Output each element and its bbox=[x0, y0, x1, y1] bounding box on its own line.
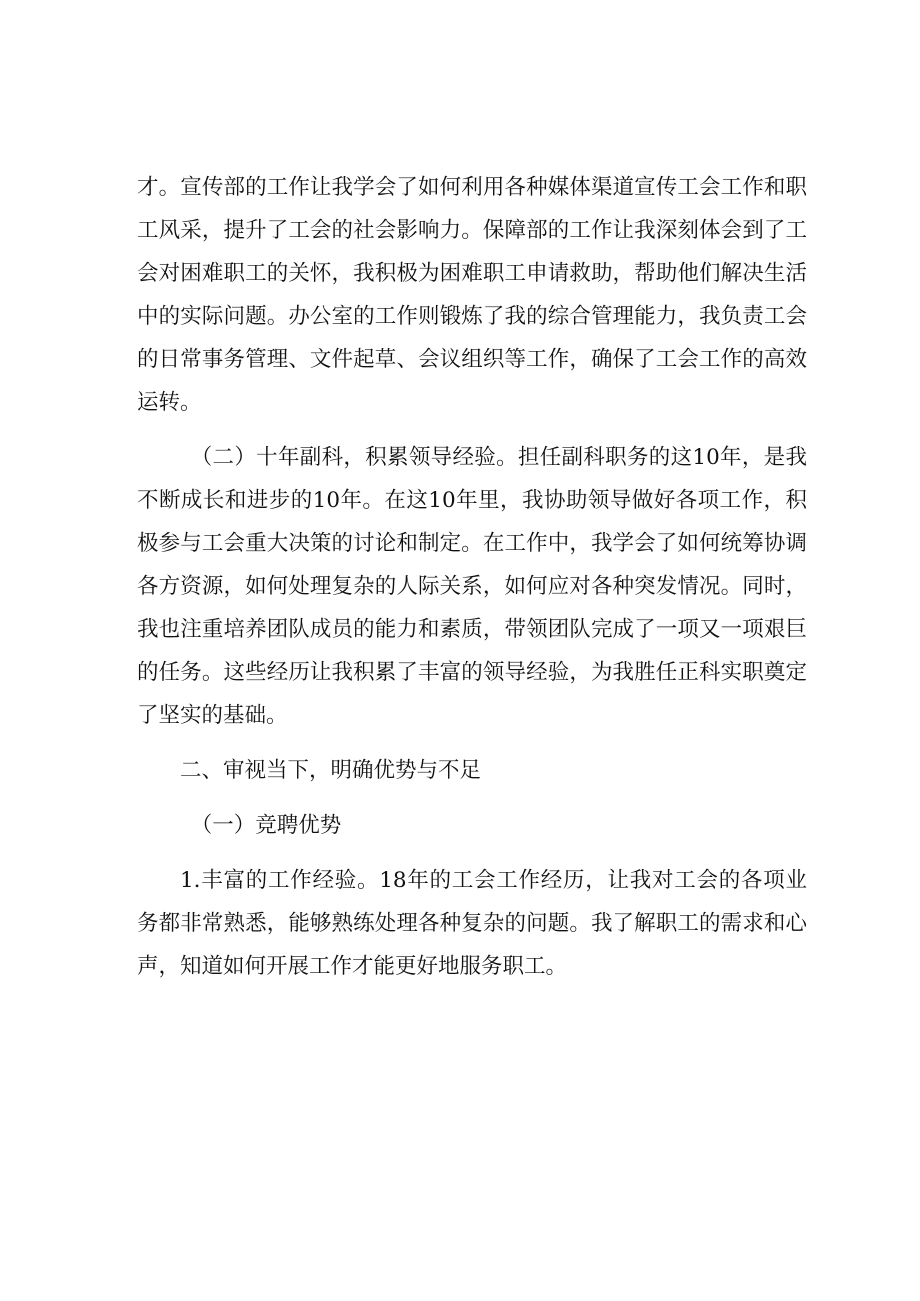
document-body bbox=[137, 166, 807, 988]
body-paragraph-2: （二）十年副科，积累领导经验。担任副科职务的这10年，是我不断成长和进步的10年。在这10年里，我协助领导做好各项工作，积极参与工会重大决策的讨论和制定。在工作中，我学会了如何统筹协调各方资源，如何处理复杂的人际关系，如何应对各种突发情况。同时，我也注重培养团队成员的能力和素质，带领团队完成了一项又一项艰巨的任务。这些经历让我积累了丰富的领导经验，为我胜任正科实职奠定了坚实的基础。 bbox=[137, 445, 807, 728]
section-heading: 二、审视当下，明确优势与不足 bbox=[180, 758, 482, 783]
body-paragraph-3: 1.丰富的工作经验。18年的工会工作经历，让我对工会的各项业务都非常熟悉，能够熟练处理各种复杂的问题。我了解职工的需求和心声，知道如何开展工作才能更好地服务职工。 bbox=[137, 868, 807, 979]
subsection-heading: （一）竞聘优势 bbox=[190, 813, 342, 838]
body-paragraph-1: 才。宣传部的工作让我学会了如何利用各种媒体渠道宣传工会工作和职工风采，提升了工会的社会影响力。保障部的工作让我深刻体会到了工会对困难职工的关怀，我积极为困难职工申请救助，帮助他们解决生活中的实际问题。办公室的工作则锻炼了我的综合管理能力，我负责工会的日常事务管理、文件起草、会议组织等工作，确保了工会工作的高效运转。 bbox=[137, 175, 807, 415]
